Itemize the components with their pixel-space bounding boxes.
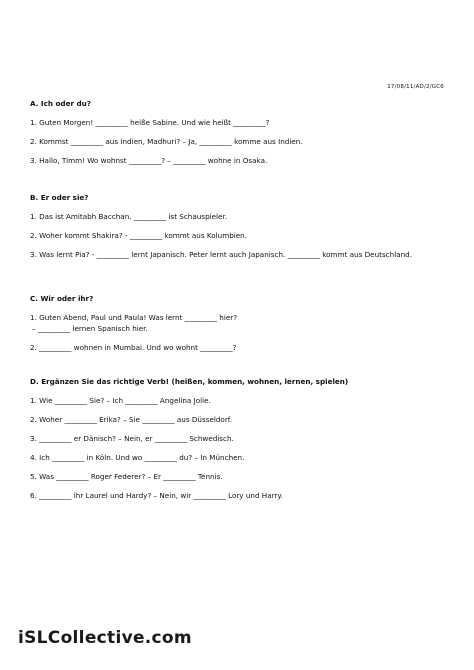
section-d-heading: D. Ergänzen Sie das richtige Verb! (heißen, kommen, wohnen, lernen, spielen)	[30, 377, 349, 386]
exercise-line: 3. Hallo, Timm! Wo wohnst _________? – _________ wohne in Osaka.	[30, 156, 268, 165]
exercise-line: 6. _________ ihr Laurel und Hardy? – Nein, wir _________ Lory und Harry.	[30, 491, 283, 500]
exercise-line: 1. Guten Morgen! _________ heiße Sabine. Und wie heißt _________?	[30, 118, 270, 127]
exercise-line: 4. Ich _________ in Köln. Und wo _________ du? – In München.	[30, 453, 245, 462]
exercise-line: 2. Kommst _________ aus Indien, Madhuri? – Ja, _________ komme aus Indien.	[30, 137, 303, 146]
exercise-line: 3. _________ er Dänisch? – Nein, er _________ Schwedisch.	[30, 434, 234, 443]
exercise-line: 2. Woher _________ Erika? – Sie _________ aus Düsseldorf.	[30, 415, 233, 424]
section-c-heading: C. Wir oder ihr?	[30, 294, 94, 303]
section-a	[30, 99, 450, 175]
exercise-line: 3. Was lernt Pia? - _________ lernt Japanisch. Peter lernt auch Japanisch. _________ kommt aus Deutschland.	[30, 250, 412, 259]
document-code: 17/08/11/AD/2/GC6	[387, 84, 444, 90]
section-a-heading: A. Ich oder du?	[30, 99, 91, 108]
exercise-line: 1. Guten Abend, Paul und Paula! Was lernt _________ hier?	[30, 313, 238, 322]
watermark-footer: iSLCollective.com	[18, 628, 192, 648]
exercise-line: 1. Das ist Amitabh Bacchan. _________ ist Schauspieler.	[30, 212, 228, 221]
exercise-line: – _________ lernen Spanisch hier.	[32, 324, 148, 333]
section-d	[30, 377, 450, 510]
exercise-line: 1. Wie _________ Sie? – Ich _________ Angelina Jolie.	[30, 396, 211, 405]
section-c	[30, 294, 450, 362]
section-b	[30, 193, 450, 269]
exercise-line: 5. Was _________ Roger Federer? – Er _________ Tennis.	[30, 472, 223, 481]
exercise-line: 2. Woher kommt Shakira? - _________ kommt aus Kolumbien.	[30, 231, 248, 240]
section-b-heading: B. Er oder sie?	[30, 193, 89, 202]
exercise-line: 2. _________ wohnen in Mumbai. Und wo wohnt _________?	[30, 343, 237, 352]
